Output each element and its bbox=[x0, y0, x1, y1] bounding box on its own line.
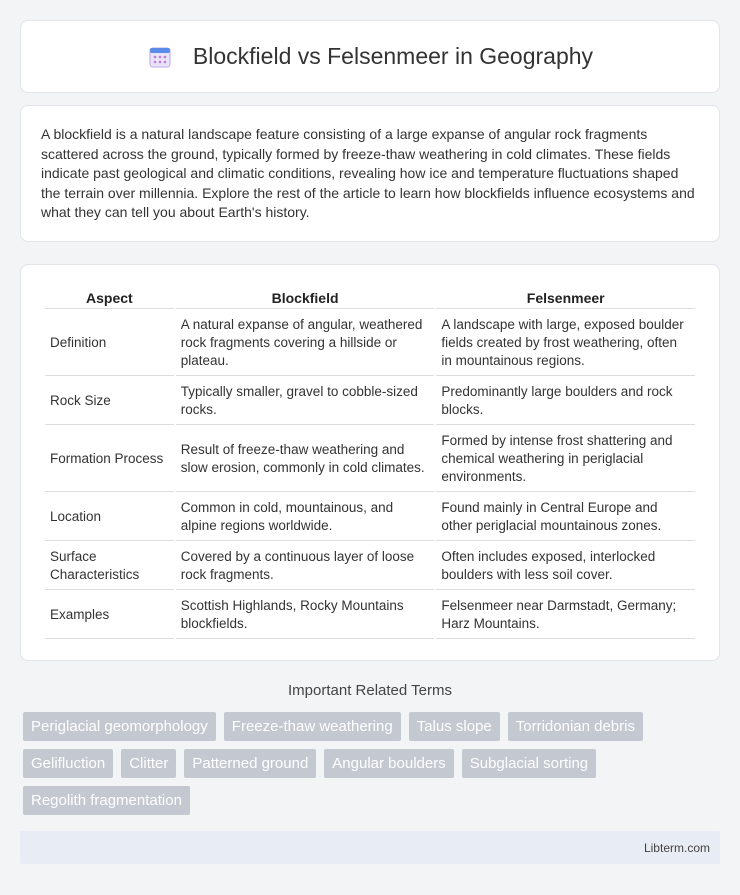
row-blockfield: Typically smaller, gravel to cobble-sized rocks. bbox=[176, 378, 435, 425]
row-blockfield: Covered by a continuous layer of loose rock fragments. bbox=[176, 543, 435, 590]
table-row bbox=[45, 311, 695, 376]
term-tag[interactable]: Subglacial sorting bbox=[462, 749, 596, 778]
row-aspect: Formation Process bbox=[45, 427, 174, 492]
row-felsenmeer: Often includes exposed, interlocked boulders with less soil cover. bbox=[436, 543, 695, 590]
row-felsenmeer: Found mainly in Central Europe and other periglacial mountainous zones. bbox=[436, 494, 695, 541]
footer bbox=[20, 831, 720, 864]
header-felsenmeer: Felsenmeer bbox=[436, 287, 695, 309]
table-header-row bbox=[45, 287, 695, 309]
table-row bbox=[45, 592, 695, 639]
table-row bbox=[45, 543, 695, 590]
related-terms-list bbox=[23, 712, 703, 815]
row-aspect: Surface Characteristics bbox=[45, 543, 174, 590]
term-tag[interactable]: Talus slope bbox=[409, 712, 500, 741]
term-tag[interactable]: Patterned ground bbox=[184, 749, 316, 778]
term-tag[interactable]: Clitter bbox=[121, 749, 176, 778]
table-row bbox=[45, 494, 695, 541]
row-felsenmeer: Predominantly large boulders and rock blocks. bbox=[436, 378, 695, 425]
row-blockfield: Result of freeze-thaw weathering and slow erosion, commonly in cold climates. bbox=[176, 427, 435, 492]
intro-card bbox=[20, 105, 720, 242]
row-aspect: Rock Size bbox=[45, 378, 174, 425]
term-tag[interactable]: Periglacial geomorphology bbox=[23, 712, 216, 741]
footer-site-link[interactable]: Libterm.com bbox=[643, 840, 710, 855]
row-blockfield: A natural expanse of angular, weathered rock fragments covering a hillside or plateau. bbox=[176, 311, 435, 376]
related-terms-title: Important Related Terms bbox=[288, 682, 452, 699]
row-aspect: Location bbox=[45, 494, 174, 541]
header-card bbox=[20, 20, 720, 93]
row-felsenmeer: Formed by intense frost shattering and chemical weathering in periglacial environments. bbox=[436, 427, 695, 492]
calendar-icon bbox=[147, 44, 173, 70]
table-row bbox=[45, 378, 695, 425]
row-aspect: Definition bbox=[45, 311, 174, 376]
row-felsenmeer: A landscape with large, exposed boulder fields created by frost weathering, often in mountainous regions. bbox=[436, 311, 695, 376]
comparison-card bbox=[20, 264, 720, 661]
page-title: Blockfield vs Felsenmeer in Geography bbox=[192, 43, 594, 69]
header-aspect: Aspect bbox=[45, 287, 174, 309]
term-tag[interactable]: Gelifluction bbox=[23, 749, 113, 778]
row-blockfield: Common in cold, mountainous, and alpine regions worldwide. bbox=[176, 494, 435, 541]
row-aspect: Examples bbox=[45, 592, 174, 639]
term-tag[interactable]: Angular boulders bbox=[324, 749, 453, 778]
comparison-table bbox=[43, 285, 697, 641]
term-tag[interactable]: Torridonian debris bbox=[508, 712, 643, 741]
header-blockfield: Blockfield bbox=[176, 287, 435, 309]
term-tag[interactable]: Freeze-thaw weathering bbox=[224, 712, 401, 741]
row-felsenmeer: Felsenmeer near Darmstadt, Germany; Harz Mountains. bbox=[436, 592, 695, 639]
row-blockfield: Scottish Highlands, Rocky Mountains blockfields. bbox=[176, 592, 435, 639]
table-row bbox=[45, 427, 695, 492]
intro-text: A blockfield is a natural landscape feature consisting of a large expanse of angular rock fragments scattered across the ground, typically formed by freeze-thaw weathering in cold climates. These fields indicate past geological and climatic conditions, revealing how ice and temperature fluctuations shaped the terrain over millennia. Explore the rest of the article to learn how blockfields influence ecosystems and what they can tell you about Earth's history. bbox=[41, 126, 695, 221]
term-tag[interactable]: Regolith fragmentation bbox=[23, 786, 190, 815]
